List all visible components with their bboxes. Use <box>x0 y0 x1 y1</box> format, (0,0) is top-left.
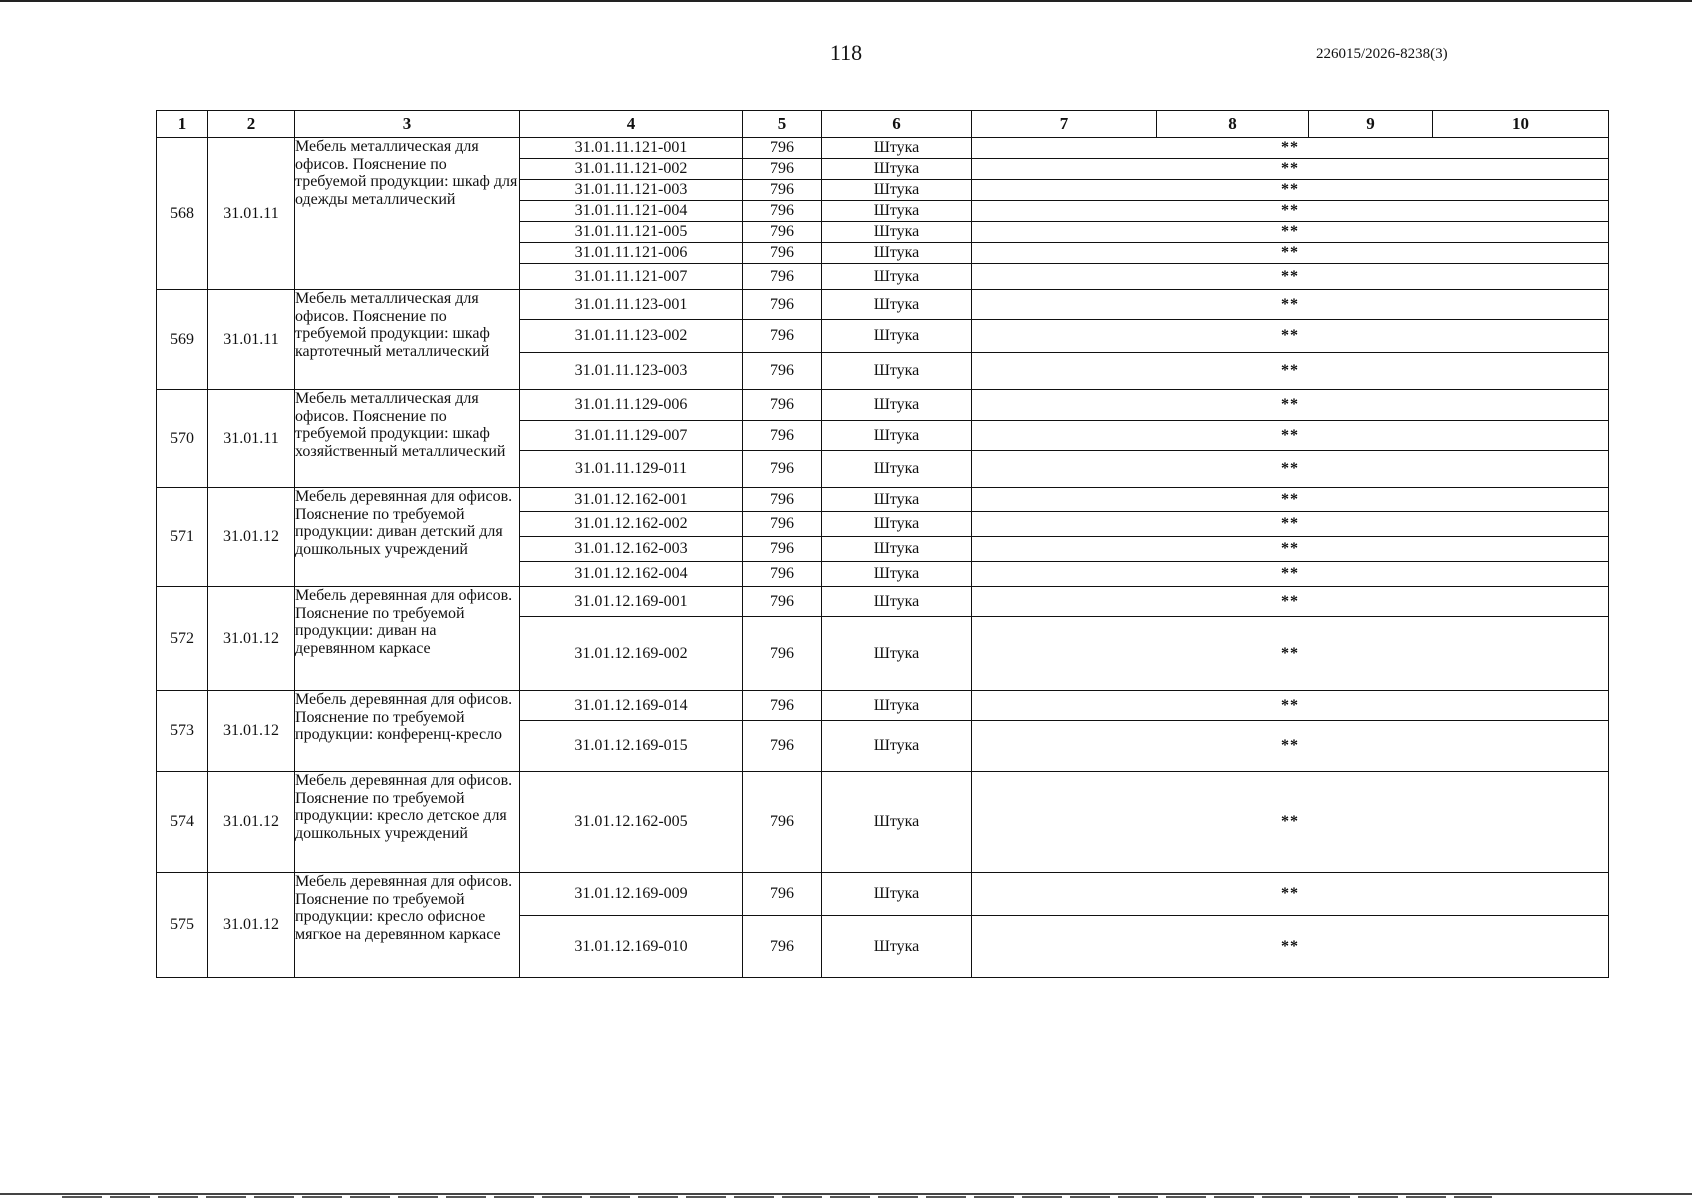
okpd-code-cell: 31.01.11 <box>208 138 295 290</box>
okpd-code-cell: 31.01.12 <box>208 587 295 691</box>
ktru-code-cell: 31.01.11.123-002 <box>520 320 743 353</box>
okei-code-cell: 796 <box>743 721 822 772</box>
note-mark-cell: ** <box>972 320 1609 353</box>
note-mark-cell: ** <box>972 180 1609 201</box>
okei-code-cell: 796 <box>743 873 822 916</box>
unit-name-cell: Штука <box>822 873 972 916</box>
note-mark-cell: ** <box>972 916 1609 978</box>
okei-code-cell: 796 <box>743 138 822 159</box>
note-mark-cell: ** <box>972 353 1609 390</box>
col-header-1: 1 <box>157 111 208 138</box>
okei-code-cell: 796 <box>743 320 822 353</box>
row-number-cell: 575 <box>157 873 208 978</box>
okpd-code-cell: 31.01.12 <box>208 691 295 772</box>
description-cell: Мебель деревянная для офисов. Пояснение по требуемой продукции: конференц-кресло <box>295 691 520 772</box>
ktru-code-cell: 31.01.12.169-001 <box>520 587 743 617</box>
row-number-cell: 574 <box>157 772 208 873</box>
description-cell: Мебель металлическая для офисов. Пояснение по требуемой продукции: шкаф для одежды металлический <box>295 138 520 290</box>
bottom-dashed-line <box>62 1196 1492 1198</box>
description-cell: Мебель металлическая для офисов. Пояснение по требуемой продукции: шкаф хозяйственный металлический <box>295 390 520 488</box>
unit-name-cell: Штука <box>822 390 972 421</box>
note-mark-cell: ** <box>972 721 1609 772</box>
note-mark-cell: ** <box>972 617 1609 691</box>
row-number-cell: 568 <box>157 138 208 290</box>
ktru-code-cell: 31.01.11.129-007 <box>520 421 743 451</box>
note-mark-cell: ** <box>972 159 1609 180</box>
unit-name-cell: Штука <box>822 451 972 488</box>
note-mark-cell: ** <box>972 390 1609 421</box>
row-number-cell: 569 <box>157 290 208 390</box>
unit-name-cell: Штука <box>822 159 972 180</box>
ktru-code-cell: 31.01.12.162-002 <box>520 512 743 537</box>
okpd-code-cell: 31.01.12 <box>208 873 295 978</box>
ktru-code-cell: 31.01.11.121-007 <box>520 264 743 290</box>
ktru-code-cell: 31.01.11.123-003 <box>520 353 743 390</box>
unit-name-cell: Штука <box>822 512 972 537</box>
header-row <box>157 111 1609 138</box>
okei-code-cell: 796 <box>743 264 822 290</box>
ktru-code-cell: 31.01.12.162-004 <box>520 562 743 587</box>
note-mark-cell: ** <box>972 201 1609 222</box>
okei-code-cell: 796 <box>743 180 822 201</box>
okei-code-cell: 796 <box>743 222 822 243</box>
ktru-code-cell: 31.01.11.121-001 <box>520 138 743 159</box>
note-mark-cell: ** <box>972 264 1609 290</box>
ktru-code-cell: 31.01.11.121-004 <box>520 201 743 222</box>
ktru-code-cell: 31.01.12.162-003 <box>520 537 743 562</box>
unit-name-cell: Штука <box>822 264 972 290</box>
okei-code-cell: 796 <box>743 421 822 451</box>
col-header-9: 9 <box>1309 111 1433 138</box>
ktru-code-cell: 31.01.12.169-010 <box>520 916 743 978</box>
unit-name-cell: Штука <box>822 201 972 222</box>
row-number-cell: 573 <box>157 691 208 772</box>
description-cell: Мебель деревянная для офисов. Пояснение по требуемой продукции: диван детский для дошкольных учреждений <box>295 488 520 587</box>
unit-name-cell: Штука <box>822 180 972 201</box>
ktru-code-cell: 31.01.11.121-006 <box>520 243 743 264</box>
okei-code-cell: 796 <box>743 772 822 873</box>
unit-name-cell: Штука <box>822 617 972 691</box>
note-mark-cell: ** <box>972 562 1609 587</box>
ktru-code-cell: 31.01.11.123-001 <box>520 290 743 320</box>
ktru-code-cell: 31.01.12.169-002 <box>520 617 743 691</box>
unit-name-cell: Штука <box>822 488 972 512</box>
okei-code-cell: 796 <box>743 916 822 978</box>
note-mark-cell: ** <box>972 587 1609 617</box>
unit-name-cell: Штука <box>822 353 972 390</box>
okei-code-cell: 796 <box>743 353 822 390</box>
unit-name-cell: Штука <box>822 587 972 617</box>
note-mark-cell: ** <box>972 537 1609 562</box>
col-header-3: 3 <box>295 111 520 138</box>
note-mark-cell: ** <box>972 222 1609 243</box>
description-cell: Мебель деревянная для офисов. Пояснение по требуемой продукции: диван на деревянном каркасе <box>295 587 520 691</box>
okei-code-cell: 796 <box>743 159 822 180</box>
page-number: 118 <box>829 40 863 65</box>
unit-name-cell: Штука <box>822 421 972 451</box>
note-mark-cell: ** <box>972 451 1609 488</box>
unit-name-cell: Штука <box>822 138 972 159</box>
col-header-8: 8 <box>1157 111 1309 138</box>
ktru-code-cell: 31.01.12.162-001 <box>520 488 743 512</box>
col-header-2: 2 <box>208 111 295 138</box>
note-mark-cell: ** <box>972 290 1609 320</box>
unit-name-cell: Штука <box>822 562 972 587</box>
bottom-border-line <box>0 1193 1692 1195</box>
okpd-code-cell: 31.01.12 <box>208 488 295 587</box>
table-row <box>157 772 1609 873</box>
unit-name-cell: Штука <box>822 320 972 353</box>
unit-name-cell: Штука <box>822 772 972 873</box>
col-header-10: 10 <box>1433 111 1609 138</box>
description-cell: Мебель металлическая для офисов. Пояснение по требуемой продукции: шкаф картотечный металлический <box>295 290 520 390</box>
col-header-6: 6 <box>822 111 972 138</box>
ktru-code-cell: 31.01.12.169-014 <box>520 691 743 721</box>
ktru-code-cell: 31.01.11.121-002 <box>520 159 743 180</box>
ktru-code-cell: 31.01.11.121-003 <box>520 180 743 201</box>
unit-name-cell: Штука <box>822 721 972 772</box>
unit-name-cell: Штука <box>822 537 972 562</box>
note-mark-cell: ** <box>972 488 1609 512</box>
row-number-cell: 570 <box>157 390 208 488</box>
ktru-code-cell: 31.01.12.169-015 <box>520 721 743 772</box>
row-number-cell: 571 <box>157 488 208 587</box>
table-row <box>157 691 1609 721</box>
okei-code-cell: 796 <box>743 537 822 562</box>
note-mark-cell: ** <box>972 512 1609 537</box>
ktru-code-cell: 31.01.11.129-006 <box>520 390 743 421</box>
ktru-code-cell: 31.01.11.121-005 <box>520 222 743 243</box>
table-row <box>157 138 1609 159</box>
table-row <box>157 290 1609 320</box>
unit-name-cell: Штука <box>822 916 972 978</box>
okei-code-cell: 796 <box>743 691 822 721</box>
okei-code-cell: 796 <box>743 488 822 512</box>
note-mark-cell: ** <box>972 772 1609 873</box>
document-code: 226015/2026-8238(3) <box>1316 46 1448 62</box>
unit-name-cell: Штука <box>822 290 972 320</box>
okei-code-cell: 796 <box>743 451 822 488</box>
okei-code-cell: 796 <box>743 512 822 537</box>
note-mark-cell: ** <box>972 243 1609 264</box>
description-cell: Мебель деревянная для офисов. Пояснение по требуемой продукции: кресло детское для дошкольных учреждений <box>295 772 520 873</box>
top-border-line <box>0 0 1692 2</box>
okei-code-cell: 796 <box>743 243 822 264</box>
table-row <box>157 488 1609 512</box>
okpd-code-cell: 31.01.11 <box>208 390 295 488</box>
okei-code-cell: 796 <box>743 587 822 617</box>
table-row <box>157 873 1609 916</box>
note-mark-cell: ** <box>972 138 1609 159</box>
okei-code-cell: 796 <box>743 290 822 320</box>
ktru-code-cell: 31.01.12.169-009 <box>520 873 743 916</box>
note-mark-cell: ** <box>972 421 1609 451</box>
registry-table <box>156 110 1609 978</box>
okei-code-cell: 796 <box>743 617 822 691</box>
note-mark-cell: ** <box>972 873 1609 916</box>
row-number-cell: 572 <box>157 587 208 691</box>
ktru-code-cell: 31.01.12.162-005 <box>520 772 743 873</box>
table-row <box>157 390 1609 421</box>
unit-name-cell: Штука <box>822 222 972 243</box>
okpd-code-cell: 31.01.12 <box>208 772 295 873</box>
okei-code-cell: 796 <box>743 390 822 421</box>
unit-name-cell: Штука <box>822 691 972 721</box>
okei-code-cell: 796 <box>743 562 822 587</box>
okei-code-cell: 796 <box>743 201 822 222</box>
unit-name-cell: Штука <box>822 243 972 264</box>
table-body <box>157 138 1609 978</box>
okpd-code-cell: 31.01.11 <box>208 290 295 390</box>
description-cell: Мебель деревянная для офисов. Пояснение по требуемой продукции: кресло офисное мягкое на деревянном каркасе <box>295 873 520 978</box>
table-row <box>157 587 1609 617</box>
col-header-4: 4 <box>520 111 743 138</box>
col-header-7: 7 <box>972 111 1157 138</box>
note-mark-cell: ** <box>972 691 1609 721</box>
ktru-code-cell: 31.01.11.129-011 <box>520 451 743 488</box>
col-header-5: 5 <box>743 111 822 138</box>
